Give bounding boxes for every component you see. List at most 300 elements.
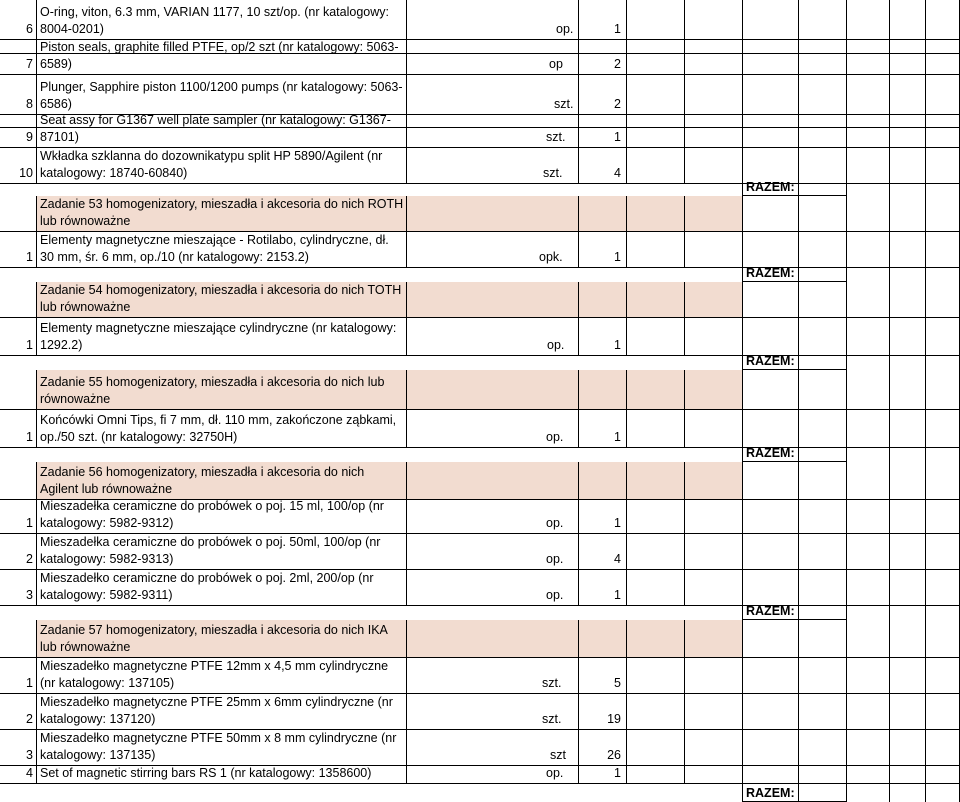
cell-e6 — [889, 606, 925, 620]
cell-name — [36, 282, 406, 318]
cell-e7 — [925, 40, 960, 54]
cell-e7 — [925, 54, 960, 75]
cell-e5 — [846, 0, 889, 40]
cell-name — [36, 462, 406, 500]
cell-unit — [406, 448, 578, 462]
cell-e3 — [742, 318, 798, 356]
cell-no — [0, 268, 36, 282]
total-row — [0, 606, 960, 620]
item-unit: szt. — [543, 166, 563, 180]
item-quantity: 2 — [614, 97, 621, 111]
cell-no — [0, 232, 36, 268]
cell-e5 — [846, 500, 889, 534]
cell-e7 — [925, 0, 960, 40]
cell-qty — [578, 196, 626, 232]
cell-qty — [578, 0, 626, 40]
item-unit: op. — [546, 588, 564, 602]
cell-e1 — [626, 268, 684, 282]
section-header-row — [0, 196, 960, 232]
cell-e2 — [684, 268, 742, 282]
item-quantity: 2 — [614, 57, 621, 71]
table-row — [0, 766, 960, 784]
cell-e4 — [798, 766, 846, 784]
cell-e7 — [925, 620, 960, 658]
cell-e1 — [626, 570, 684, 606]
cell-unit — [406, 658, 578, 694]
item-name: Plunger, Sapphire piston 1100/1200 pumps (nr katalogowy: 5063-6586) — [40, 80, 403, 111]
cell-e4 — [798, 620, 846, 658]
item-quantity: 1 — [614, 338, 621, 352]
cell-e6 — [889, 766, 925, 784]
cell-no — [0, 570, 36, 606]
cell-qty — [578, 694, 626, 730]
cell-e4 — [798, 500, 846, 534]
cell-e7 — [925, 196, 960, 232]
cell-e6 — [889, 410, 925, 448]
cell-e3 — [742, 534, 798, 570]
cell-e2 — [684, 694, 742, 730]
cell-e7 — [925, 570, 960, 606]
cell-e5 — [846, 370, 889, 410]
cell-e5 — [846, 694, 889, 730]
cell-e3 — [742, 40, 798, 54]
cell-e5 — [846, 148, 889, 184]
cell-e5 — [846, 730, 889, 766]
cell-unit — [406, 570, 578, 606]
item-name: Mieszadełko magnetyczne PTFE 50mm x 8 mm cylindryczne (nr katalogowy: 137135) — [40, 731, 397, 762]
cell-unit — [406, 500, 578, 534]
item-unit: szt. — [546, 130, 566, 144]
item-quantity: 1 — [614, 130, 621, 144]
cell-unit — [406, 318, 578, 356]
cell-e2 — [684, 620, 742, 658]
cell-e5 — [846, 54, 889, 75]
cell-qty — [578, 606, 626, 620]
cell-no — [0, 54, 36, 75]
table-row — [0, 410, 960, 448]
cell-e2 — [684, 0, 742, 40]
cell-e2 — [684, 606, 742, 620]
cell-e1 — [626, 184, 684, 196]
item-number: 3 — [26, 588, 33, 602]
item-number: 8 — [26, 97, 33, 111]
cell-name — [36, 40, 406, 75]
cell-name — [36, 658, 406, 694]
cell-e1 — [626, 54, 684, 75]
item-number: 7 — [26, 57, 33, 71]
cell-e7 — [925, 784, 960, 802]
cell-e3 — [742, 115, 798, 128]
cell-unit — [406, 148, 578, 184]
cell-e3 — [742, 370, 798, 410]
table-row — [0, 318, 960, 356]
cell-e1 — [626, 0, 684, 40]
cell-e5 — [846, 318, 889, 356]
cell-e5 — [846, 128, 889, 148]
item-name: Elementy magnetyczne mieszające cylindryczne (nr katalogowy: 1292.2) — [40, 321, 397, 352]
cell-name — [36, 730, 406, 766]
cell-e7 — [925, 148, 960, 184]
cell-name — [36, 0, 406, 40]
cell-e5 — [846, 282, 889, 318]
item-name: Końcówki Omni Tips, fi 7 mm, dł. 110 mm, zakończone ząbkami, op./50 szt. (nr katalogowy: 32750H) — [40, 413, 397, 444]
cell-e3 — [742, 0, 798, 40]
cell-e7 — [925, 658, 960, 694]
section-title: Zadanie 57 homogenizatory, mieszadła i akcesoria do nich IKA lub równoważne — [40, 623, 388, 654]
table-row — [0, 694, 960, 730]
cell-e1 — [626, 766, 684, 784]
cell-name — [36, 318, 406, 356]
cell-e2 — [684, 128, 742, 148]
cell-e5 — [846, 448, 889, 462]
cell-e6 — [889, 534, 925, 570]
cell-e6 — [889, 0, 925, 40]
cell-name — [36, 356, 406, 370]
cell-e3 — [742, 148, 798, 184]
cell-unit — [406, 128, 578, 148]
cell-e7 — [925, 694, 960, 730]
cell-no — [0, 184, 36, 196]
cell-qty — [578, 282, 626, 318]
cell-no — [0, 196, 36, 232]
cell-e4 — [798, 534, 846, 570]
cell-qty — [578, 570, 626, 606]
cell-e2 — [684, 75, 742, 115]
cell-qty — [578, 268, 626, 282]
cell-no — [0, 766, 36, 784]
cell-e6 — [889, 40, 925, 54]
cell-e7 — [925, 115, 960, 128]
cell-e1 — [626, 370, 684, 410]
cell-unit — [406, 370, 578, 410]
table-row — [0, 40, 960, 75]
cell-e1 — [626, 694, 684, 730]
cell-e6 — [889, 570, 925, 606]
cell-e1 — [626, 462, 684, 500]
section-title: Zadanie 54 homogenizatory, mieszadła i akcesoria do nich TOTH lub równoważne — [40, 283, 402, 314]
cell-name — [36, 766, 406, 784]
cell-e5 — [846, 410, 889, 448]
item-name: Mieszadełka ceramiczne do probówek o poj. 50ml, 100/op (nr katalogowy: 5982-9313) — [40, 535, 381, 566]
cell-e4 — [798, 115, 846, 128]
cell-e2 — [684, 232, 742, 268]
cell-e4 — [798, 54, 846, 75]
cell-e3 — [742, 500, 798, 534]
cell-no — [0, 148, 36, 184]
cell-e6 — [889, 75, 925, 115]
cell-e6 — [889, 115, 925, 128]
table-row — [0, 534, 960, 570]
cell-qty — [578, 356, 626, 370]
cell-unit — [406, 620, 578, 658]
item-name: Elementy magnetyczne mieszające - Rotilabo, cylindryczne, dł. 30 mm, śr. 6 mm, op./10 (nr katalogowy: 2153.2) — [40, 233, 389, 264]
cell-e3 — [742, 462, 798, 500]
cell-e1 — [626, 196, 684, 232]
cell-qty — [578, 54, 626, 75]
cell-unit — [406, 184, 578, 196]
cell-no — [0, 500, 36, 534]
table-row — [0, 75, 960, 115]
cell-e7 — [925, 534, 960, 570]
section-header-row — [0, 282, 960, 318]
cell-unit — [406, 232, 578, 268]
cell-unit — [406, 410, 578, 448]
cell-e6 — [889, 730, 925, 766]
cell-unit — [406, 268, 578, 282]
table-row — [0, 148, 960, 184]
cell-e2 — [684, 448, 742, 462]
item-number: 2 — [26, 712, 33, 726]
item-number: 1 — [26, 430, 33, 444]
cell-e4 — [798, 148, 846, 184]
cell-name — [36, 370, 406, 410]
section-title: Zadanie 56 homogenizatory, mieszadła i akcesoria do nich Agilent lub równoważne — [40, 465, 365, 496]
cell-name — [36, 534, 406, 570]
cell-e2 — [684, 766, 742, 784]
item-number: 3 — [26, 748, 33, 762]
total-label: RAZEM: — [746, 180, 795, 194]
cell-e4 — [798, 448, 846, 462]
cell-name — [36, 184, 406, 196]
cell-e5 — [846, 658, 889, 694]
cell-e1 — [626, 75, 684, 115]
cell-no — [0, 620, 36, 658]
cell-e4 — [798, 232, 846, 268]
cell-qty — [578, 620, 626, 658]
cell-e6 — [889, 784, 925, 802]
cell-e7 — [925, 766, 960, 784]
item-name: Wkładka szklanna do dozownikatypu split HP 5890/Agilent (nr katalogowy: 18740-60840) — [40, 149, 383, 180]
cell-e4 — [798, 694, 846, 730]
cell-no — [0, 448, 36, 462]
item-unit: op — [549, 57, 563, 71]
cell-unit — [406, 115, 578, 128]
cell-qty — [578, 318, 626, 356]
cell-e7 — [925, 282, 960, 318]
item-quantity: 4 — [614, 552, 621, 566]
item-unit: op. — [546, 552, 564, 566]
cell-qty — [578, 184, 626, 196]
cell-no — [0, 128, 36, 148]
cell-qty — [578, 128, 626, 148]
total-label: RAZEM: — [746, 446, 795, 460]
cell-qty — [578, 448, 626, 462]
cell-e4 — [798, 410, 846, 448]
item-number: 1 — [26, 338, 33, 352]
cell-qty — [578, 410, 626, 448]
cell-qty — [578, 500, 626, 534]
total-row — [0, 784, 960, 802]
cell-e5 — [846, 570, 889, 606]
cell-e3 — [742, 54, 798, 75]
cell-no — [0, 356, 36, 370]
cell-e1 — [626, 115, 684, 128]
cell-no — [0, 75, 36, 115]
cell-e6 — [889, 54, 925, 75]
cell-e1 — [626, 500, 684, 534]
cell-e2 — [684, 658, 742, 694]
cell-e7 — [925, 318, 960, 356]
cell-qty — [578, 766, 626, 784]
cell-e2 — [684, 148, 742, 184]
cell-name — [36, 196, 406, 232]
cell-no — [0, 370, 36, 410]
table-row — [0, 570, 960, 606]
cell-e6 — [889, 148, 925, 184]
cell-e7 — [925, 75, 960, 115]
cell-e5 — [846, 784, 889, 802]
cell-e1 — [626, 448, 684, 462]
cell-e2 — [684, 184, 742, 196]
item-name: Mieszadełko magnetyczne PTFE 25mm x 6mm cylindryczne (nr katalogowy: 137120) — [40, 695, 393, 726]
cell-e3 — [742, 620, 798, 658]
cell-e5 — [846, 232, 889, 268]
cell-e1 — [626, 128, 684, 148]
cell-e1 — [626, 606, 684, 620]
cell-e7 — [925, 410, 960, 448]
item-quantity: 4 — [614, 166, 621, 180]
cell-e2 — [684, 115, 742, 128]
item-name: Piston seals, graphite filled PTFE, op/2 szt (nr katalogowy: 5063-6589) — [40, 40, 399, 71]
cell-name — [36, 500, 406, 534]
table-row — [0, 232, 960, 268]
cell-e1 — [626, 534, 684, 570]
item-name: Set of magnetic stirring bars RS 1 (nr katalogowy: 1358600) — [40, 766, 372, 780]
table-row — [0, 113, 960, 148]
cell-e5 — [846, 462, 889, 500]
item-name: Mieszadełko ceramiczne do probówek o poj. 2ml, 200/op (nr katalogowy: 5982-9311) — [40, 571, 374, 602]
total-row — [0, 268, 960, 282]
cell-e6 — [889, 694, 925, 730]
cell-unit — [406, 694, 578, 730]
item-number: 1 — [26, 516, 33, 530]
cell-no — [0, 0, 36, 40]
cell-e6 — [889, 128, 925, 148]
cell-name — [36, 606, 406, 620]
cell-name — [36, 784, 406, 802]
cell-e2 — [684, 40, 742, 54]
cell-no — [0, 115, 36, 128]
total-label: RAZEM: — [746, 354, 795, 368]
cell-unit — [406, 40, 578, 54]
cell-e2 — [684, 370, 742, 410]
cell-e3 — [742, 730, 798, 766]
cell-no — [0, 658, 36, 694]
cell-unit — [406, 784, 578, 802]
cell-e6 — [889, 282, 925, 318]
cell-e6 — [889, 318, 925, 356]
cell-e4 — [798, 128, 846, 148]
cell-e4 — [798, 196, 846, 232]
cell-name — [36, 448, 406, 462]
cell-e3 — [742, 658, 798, 694]
cell-e6 — [889, 462, 925, 500]
cell-e6 — [889, 196, 925, 232]
item-unit: op. — [546, 766, 564, 780]
cell-e4 — [798, 370, 846, 410]
cell-e7 — [925, 128, 960, 148]
cell-e5 — [846, 40, 889, 54]
cell-e4 — [798, 0, 846, 40]
item-unit: op. — [546, 516, 564, 530]
section-header-row — [0, 462, 960, 500]
item-name: Mieszadełko magnetyczne PTFE 12mm x 4,5 mm cylindryczne (nr katalogowy: 137105) — [40, 659, 389, 690]
cell-e4 — [798, 318, 846, 356]
cell-e4 — [798, 730, 846, 766]
cell-e4 — [798, 606, 846, 620]
item-quantity: 1 — [614, 588, 621, 602]
cell-e6 — [889, 232, 925, 268]
cell-e5 — [846, 766, 889, 784]
cell-no — [0, 282, 36, 318]
cell-e1 — [626, 232, 684, 268]
cell-qty — [578, 75, 626, 115]
cell-e4 — [798, 784, 846, 802]
table-row — [0, 658, 960, 694]
cell-e4 — [798, 658, 846, 694]
cell-unit — [406, 766, 578, 784]
item-number: 9 — [26, 130, 33, 144]
cell-qty — [578, 148, 626, 184]
cell-e2 — [684, 54, 742, 75]
cell-e7 — [925, 356, 960, 370]
cell-e3 — [742, 232, 798, 268]
cell-e2 — [684, 784, 742, 802]
cell-e7 — [925, 500, 960, 534]
table-row — [0, 500, 960, 534]
cell-e3 — [742, 694, 798, 730]
cell-e1 — [626, 148, 684, 184]
cell-e7 — [925, 606, 960, 620]
total-label: RAZEM: — [746, 786, 795, 800]
cell-name — [36, 410, 406, 448]
cell-qty — [578, 370, 626, 410]
cell-e4 — [798, 75, 846, 115]
cell-e1 — [626, 410, 684, 448]
item-number: 10 — [19, 166, 33, 180]
cell-qty — [578, 784, 626, 802]
cell-e2 — [684, 410, 742, 448]
cell-e6 — [889, 356, 925, 370]
total-row — [0, 448, 960, 462]
item-quantity: 1 — [614, 430, 621, 444]
cell-qty — [578, 232, 626, 268]
cell-e1 — [626, 356, 684, 370]
cell-e6 — [889, 268, 925, 282]
cell-e3 — [742, 128, 798, 148]
cell-qty — [578, 658, 626, 694]
cell-name — [36, 113, 406, 148]
cell-e6 — [889, 658, 925, 694]
item-unit: op. — [546, 430, 564, 444]
cell-e7 — [925, 462, 960, 500]
cell-e3 — [742, 410, 798, 448]
cell-unit — [406, 534, 578, 570]
cell-name — [36, 268, 406, 282]
cell-e3 — [742, 196, 798, 232]
item-number: 1 — [26, 250, 33, 264]
cell-e7 — [925, 370, 960, 410]
cell-unit — [406, 75, 578, 115]
cell-unit — [406, 196, 578, 232]
cell-qty — [578, 40, 626, 54]
cell-e1 — [626, 40, 684, 54]
cell-e2 — [684, 318, 742, 356]
cell-e5 — [846, 268, 889, 282]
cell-name — [36, 75, 406, 115]
cell-qty — [578, 534, 626, 570]
cell-unit — [406, 282, 578, 318]
